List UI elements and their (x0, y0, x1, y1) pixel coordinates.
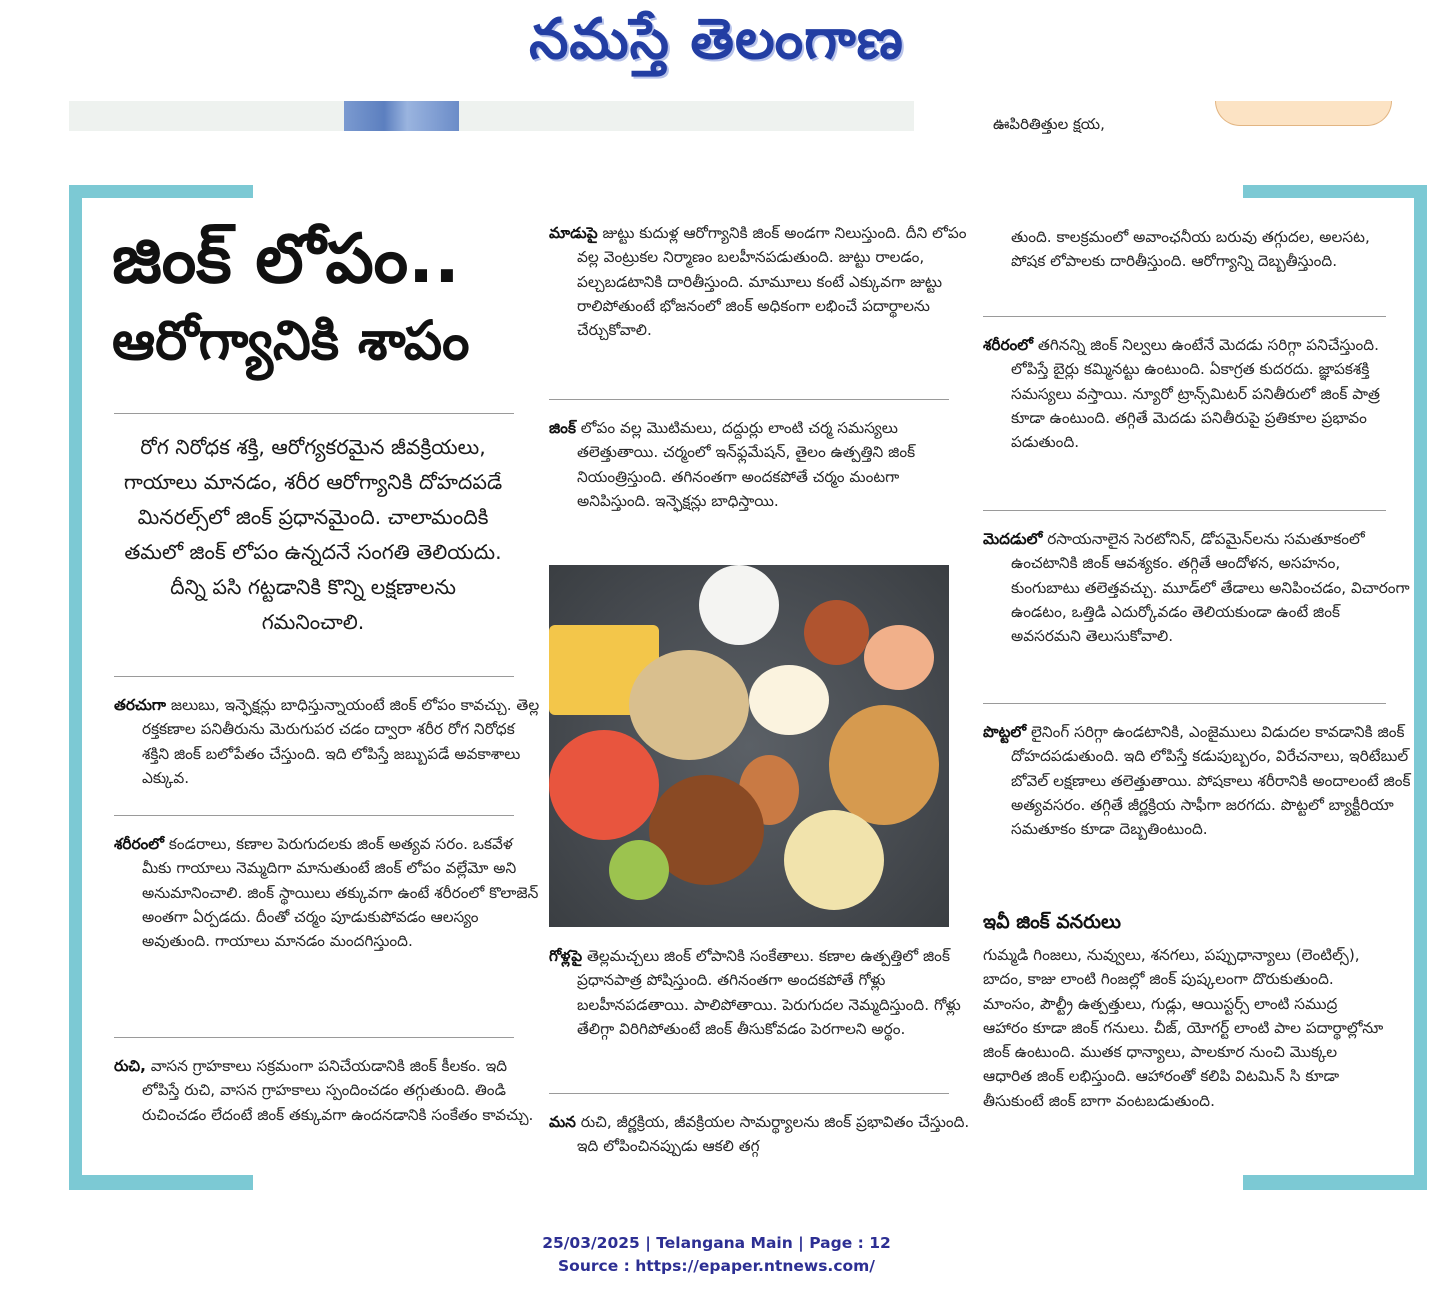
col2-paragraph-4: మన రుచి, జీర్ణక్రియ, జీవక్రియల సామర్థ్యాలను జింక్ ప్రభావితం చేస్తుంది. ఇది లోపించినప్పుడు ఆకలి తగ్గ (549, 1113, 970, 1156)
pasta-bowl-image (829, 705, 939, 825)
col1-paragraph-2: శరీరంలో కండరాలు, కణాల పెరుగుదలకు జింక్ అత్యవ సరం. ఒకవేళ మీకు గాయాలు నెమ్మదిగా మానుతుంటే జింక్ లోపం వల్లేమో అని అనుమానించాలి. జింక్ స్థాయిలు తక్కువగా ఉంటే శరీరంలో కొలాజెన్ అంతగా ఏర్పడదు. దీంతో చర్మం పూడుకుపోవడం ఆలస్యం అవుతుంది. గాయాలు మానడం మందగిస్తుంది. (114, 835, 539, 951)
top-strip-image (69, 101, 914, 131)
col3-paragraph-2: శరీరంలో తగినన్ని జింక్ నిల్వలు ఉంటేనే మెదడు సరిగ్గా పనిచేస్తుంది. లోపిస్తే బైర్లు కమ్మినట్టు ఉంటుంది. ఏకాగ్రత కుదరదు. జ్ఞాపకశక్తి సమస్యలు వస్తాయి. న్యూరో ట్రాన్స్‌మిటర్ పనితీరులో జింక్ పాత్ర కూడా ఉంటుంది. తగ్గితే మెదడు పనితీరుపై ప్రతికూల ప్రభావం పడుతుంది. (983, 336, 1380, 452)
col2-paragraph-3: గోళ్లపై తెల్లమచ్చలు జింక్ లోపానికి సంకేతాలు. కణాల ఉత్పత్తిలో జింక్ ప్రధానపాత్ర పోషిస్తుంది. తగినంతగా అందకపోతే గోళ్లు బలహీనపడతాయి. పాలిపోతాయి. పెరుగుదల నెమ్మదిస్తుంది. గోళ్లు తేలిగ్గా విరిగిపోతుంటే జింక్ తీసుకోవడం పెరగాలని అర్థం. (549, 947, 961, 1038)
divider (114, 815, 514, 816)
shrimp-bowl-image (864, 625, 934, 690)
divider (983, 510, 1386, 511)
top-strip-caption: ఊపిరితిత్తుల క్షయ, (993, 115, 1105, 133)
rice-cakes-image (784, 810, 884, 910)
divider (549, 1093, 949, 1094)
col3-paragraph-1: తుంది. కాలక్రమంలో అవాంఛనీయ బరువు తగ్గుదల, అలసట, పోషక లోపాలకు దారితీస్తుంది. ఆరోగ్యాన్ని దెబ్బతీస్తుంది. (1011, 228, 1370, 271)
sources-heading: ఇవీ జింక్ వనరులు (983, 911, 1122, 933)
subheadline: ఆరోగ్యానికి శాపం (112, 309, 470, 372)
grapefruit-image (549, 730, 659, 840)
divider (983, 703, 1386, 704)
col3-paragraph-3: మెదడులో రసాయనాలైన సెరటోనిన్, డోపమైన్‌లను సమతూకంలో ఉంచటానికి జింక్ ఆవశ్యకం. తగ్గితే ఆందోళన, అసహనం, కుంగుబాటు తలెత్తవచ్చు. మూడ్‌లో తేడాలు అనిపించడం, విచారంగా ఉండటం, ఒత్తిడి ఎదుర్కోవడం తెలియకుండా ఉంటే జింక్ అవసరమని తెలుసుకోవాలి. (983, 530, 1410, 646)
divider (114, 1037, 514, 1038)
almonds-bowl-image (804, 600, 869, 665)
col2-paragraph-2: జింక్ లోపం వల్ల మొటిమలు, దద్దుర్లు లాంటి చర్మ సమస్యలు తలెత్తుతాయి. చర్మంలో ఇన్‌ఫ్లమేషన్, తైలం ఉత్పత్తిని జింక్ నియంత్రిస్తుంది. తగినంతగా అందకపోతే చర్మం మంటగా అనిపిస్తుంది. ఇన్ఫెక్షన్లు బాధిస్తాయి. (549, 419, 916, 510)
egg-bowl-image (749, 665, 829, 735)
col1-paragraph-1: తరచుగా జలుబు, ఇన్ఫెక్షన్లు బాధిస్తున్నాయంటే జింక్ లోపం కావచ్చు. తెల్ల రక్తకణాల పనితీరును మెరుగుపర చడం ద్వారా శరీర రోగ నిరోధక శక్తిని జింక్ బలోపేతం చేస్తుంది. ఇది లోపిస్తే జబ్బుపడే అవకాశాలు ఎక్కువ. (114, 696, 540, 787)
col3-paragraph-4: పొట్టలో లైనింగ్ సరిగ్గా ఉండటానికి, ఎంజైములు విడుదల కావడానికి జింక్ దోహదపడుతుంది. ఇది లోపిస్తే కడుపుబ్బరం, విరేచనాలు, ఇరిటేబుల్ బోవెల్ లక్షణాలు తలెత్తుతాయి. పోషకాలు శరీరానికి అందాలంటే జింక్ అత్యవసరం. తగ్గితే జీర్ణక్రియ సాఫీగా జరగదు. పొట్టలో బ్యాక్టీరియా సమతూకం కూడా దెబ్బతింటుంది. (983, 723, 1411, 839)
frame-gap-bottom (253, 1175, 1243, 1190)
zinc-foods-photo (549, 565, 949, 927)
strip-figure-image (344, 101, 459, 131)
grapes-image (609, 840, 669, 900)
top-strip-illustration (1215, 101, 1392, 126)
intro-paragraph: రోగ నిరోధక శక్తి, ఆరోగ్యకరమైన జీవక్రియలు, గాయాలు మానడం, శరీర ఆరోగ్యానికి దోహదపడే మినరల్స్‌లో జింక్ ప్రధానమైంది. చాలామందికి తమలో జింక్ లోపం ఉన్నదనే సంగతి తెలియదు. దీన్ని పసి గట్టడానికి కొన్ని లక్షణాలను గమనించాలి. (123, 435, 503, 634)
divider (983, 316, 1386, 317)
divider (549, 399, 949, 400)
divider (114, 676, 514, 677)
masthead-title: నమస్తే తెలంగాణ (529, 7, 904, 72)
milk-glass-image (699, 565, 779, 645)
sources-paragraph: గుమ్మడి గింజలు, నువ్వులు, శనగలు, పప్పుధాన్యాలు (లెంటిల్స్), బాదం, కాజు లాంటి గింజల్లో జింక్ పుష్కలంగా దొరుకుతుంది. మాంసం, పౌల్ట్రీ ఉత్పత్తులు, గుడ్లు, ఆయిస్టర్స్ లాంటి సముద్ర ఆహారం కూడా జింక్ గనులు. చీజ్, యోగర్ట్ లాంటి పాల పదార్థాల్లోనూ జింక్ ఉంటుంది. ముతక ధాన్యాలు, పాలకూర నుంచి మొక్కల ఆధారిత జింక్ లభిస్తుంది. ఆహారంతో కలిపి విటమిన్ సి కూడా తీసుకుంటే జింక్ బాగా వంటబడుతుంది. (983, 946, 1384, 1110)
divider (114, 413, 514, 414)
peanuts-bowl-image (629, 650, 749, 760)
col2-paragraph-1: మాడుపై జుట్టు కుదుళ్ల ఆరోగ్యానికి జింక్ అండగా నిలుస్తుంది. దీని లోపం వల్ల వెంట్రుకల నిర్మాణం బలహీనపడుతుంది. జుట్టు రాలడం, పల్చబడటానికి దారితీస్తుంది. మామూలు కంటే ఎక్కువగా జుట్టు రాలిపోతుంటే భోజనంలో జింక్ అధికంగా లభించే పదార్థాలను చేర్చుకోవాలి. (549, 224, 967, 340)
frame-gap-top (253, 185, 1243, 198)
col1-paragraph-3: రుచి, వాసన గ్రాహకాలు సక్రమంగా పనిచేయడానికి జింక్ కీలకం. ఇది లోపిస్తే రుచి, వాసన గ్రాహకాలు స్పందించడం తగ్గుతుంది. తిండి రుచించడం లేదంటే జింక్ తక్కువగా ఉందనడానికి సంకేతం కావచ్చు. (114, 1057, 534, 1124)
footer-source-link[interactable]: Source : https://epaper.ntnews.com/ (558, 1257, 875, 1275)
headline: జింక్ లోపం.. (112, 220, 460, 299)
footer-date-line: 25/03/2025 | Telangana Main | Page : 12 (542, 1234, 891, 1252)
